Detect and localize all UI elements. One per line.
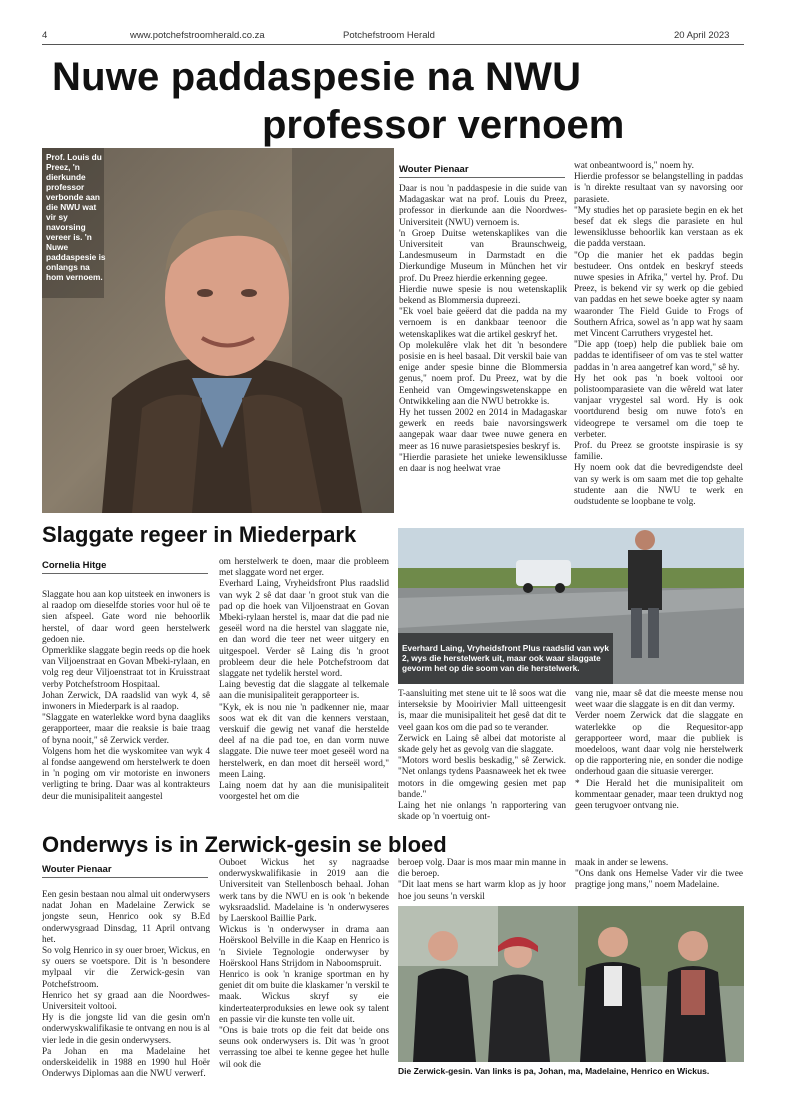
pothole-col3: T-aansluiting met stene uit te lê soos wat die interseksie by Mooirivier Mall uitteengesit is, maar die munisipaliteit het gesê dat dit te veel gaan kos om die pad so te verander. Zerwick en Laing sê albei dat motoriste al skade gely het as gevolg van die slaggate. "Motors word beslis beskadig," sê Zerwick. "Net onlangs tydens Paasnaweek het ek twee motors in die omgewing gesien met pap bande." Laing het nie onlangs 'n rapportering van skade op 'n voertuig ont-	[398, 689, 566, 823]
family-col4: maak in ander se lewens. "Ons dank ons Hemelse Vader vir die twee pragtige jong mans," noem Madelaine.	[575, 858, 743, 891]
byline-rule-potholes	[42, 573, 208, 574]
headline-family: Onderwys is in Zerwick-gesin se bloed	[42, 832, 447, 857]
website[interactable]: www.potchefstroomherald.co.za	[130, 30, 265, 41]
pothole-col2: om herstelwerk te doen, maar die probleem met slaggate word net erger. Everhard Laing, Vryheidsfront Plus raadslid van wyk 2 sê dat daar 'n groot stuk van die pad op die hoek van Viljoenstraat en Govan Mbeki-rylaan herstel is, maar dat die pad nie geseël word na die herstel van slaggate nie, en dan word die teer net weer uitgery en uitgespoel. Verder sê Laing dis 'n groot probleem deur die hele Potchefstroom dat slaggate net tydelik herstel word. Laing bevestig dat die slaggate al telkemale aan die munisipaliteit gerapporteer is. "Kyk, ek is nou nie 'n padkenner nie, maar soos wat ek dit van die kenners verstaan, verskuif die gewig net vanaf die herstelde deel af na die pad toe, en dan vorm nuwe slaggate. Die nuwe teer moet geseël word na herstelwerk, en dan moet dit herseël word," meen Laing. Laing noem dat hy aan die munisipaliteit voorgestel het om die	[219, 557, 389, 803]
headline-frog-line2: professor vernoem	[262, 103, 625, 147]
byline-frog: Wouter Pienaar	[399, 164, 469, 175]
byline-family: Wouter Pienaar	[42, 864, 112, 875]
page-number: 4	[42, 30, 48, 41]
pothole-photo-caption: Everhard Laing, Vryheidsfront Plus raadslid van wyk 2, wys die herstelwerk uit, maar ook waar slaggate gevorm het op die soom van die herstelwerk.	[402, 643, 610, 673]
family-photo	[398, 906, 744, 1062]
frog-article-col2: wat onbeantwoord is," noem hy. Hierdie professor se belangstelling in paddas is 'n direkte resultaat van sy navorsing oor parasiete. "My studies het op parasiete begin en ek het besef dat ek slegs die parasiete en hul lewensiklusse behoorlik kan verstaan as ek die padda verstaan. "Op die manier het ek paddas begin bestudeer. Ons ontdek en beskryf steeds nuwe spesies in Afrika," vertel hy. Prof. Du Preez, is bekend vir sy werk op die gebied van paddas en het sewe boeke agter sy naam waaronder The Field Guide to Frogs of Southern Africa, sowel as 'n app wat hy saam met Vincent Carruthers vrygestel het. "Die app (toep) help die publiek baie om paddas te identifiseer of om vas te stel watter paddas in 'n area aangetref kan word," sê hy. Hy het ook pas 'n boek voltooi oor polistoomparasiete van die wêreld wat later vanjaar vrygestel sal word. Hy is ook voortdurend besig om nuwe foto's en videogrepe te versamel om die toep te verbeter. Prof. du Preez se grootste inspirasie is sy familie. Hy noem ook dat die bevredigendste deel van sy werk is om saam met die top gehalte studente aan die NWU te werk en oudstudente se loopbane te volg.	[574, 161, 743, 508]
family-col2: Ouboet Wickus het sy nagraadse onderwyskwalifikasie in 2019 aan die Universiteit van Stellenbosch behaal. Johan werk tans by die NWU en is ook 'n bekende wyksraadslid. Madelaine is 'n onderwyseres by Laerskool Baillie Park. Wickus is 'n onderwyser in drama aan Hoërskool Belville in die Kaap en Henrico is 'n Siviele Tegnologie onderwyser by Hoërskool Hans Strijdom in Naboomspruit. Henrico is ook 'n kranige sportman en hy geniet dit om buite die klaskamer 'n verskil te maak. Wickus skryf sy eie kinderteaterproduksies en lewe ook sy talent en passie vir die kunste ten volle uit. "Ons is baie trots op die feit dat beide ons seuns ook onderwysers is. Dit was 'n groot verrassing toe albei te kenne gegee het hulle wil ook die	[219, 858, 389, 1070]
family-col1: Een gesin bestaan nou almal uit onderwysers nadat Johan en Madelaine Zerwick se jongste seun, Henrico ook sy B.Ed onderwysgraad Dinsdag, 11 April ontvang het. So volg Henrico in sy ouer broer, Wickus, en sy ouers se voetspore. Dit is 'n besondere mylpaal vir die Zerwick-gesin van Potchefstroom. Henrico het sy graad aan die Noordwes-Universiteit voltooi. Hy is die jongste lid van die gesin om'n onderwyskwalifikasie te ontvang en nou is al vier lede in die gesin onderwysers. Pa Johan en ma Madelaine het onderskeidelik in 1988 en 1990 hul Hoër Onderwys Diplomas aan die NWU verwerf.	[42, 890, 210, 1080]
professor-photo-caption: Prof. Louis du Preez, 'n dierkunde professor verbonde aan die NWU wat vir sy navorsing vereer is. 'n Nuwe paddaspesie is onlangs na hom vernoem.	[46, 152, 106, 282]
frog-article-col1: Daar is nou 'n paddaspesie in die suide van Madagaskar wat na prof. Louis du Preez, professor in dierkunde aan die Noordwes-Universiteit (NWU) vernoem is. 'n Groep Duitse wetenskaplikes van die Universiteit van Braunschweig, Landesmuseum in Darmstadt en die Dierkundige Museum in München het vir prof. Du Preez hierdie erkenning gegee. Hierdie nuwe spesie is nou wetenskaplik bekend as Blommersia dupreezi. "Ek voel baie geëerd dat die padda na my vernoem is en dankbaar teenoor die wetenskaplikes wat die artikel geskryf het. Op molekulêre vlak het dit 'n besondere posisie en is heel basaal. Dit verskil baie van enige ander spesie binne die Blommersia genus," noem prof. Du Preez, wat by die Eenheid van Omgewingswetenskappe en Ontwikkeling aan die NWU betrokke is. Hy het tussen 2002 en 2014 in Madagaskar gewerk en reeds baie navorsingswerk aangepak waar daar twee nuwe genera en meer as 16 nuwe parasietspesies beskryf is. "Hierdie parasiete het unieke lewensiklusse en daar is nog heelwat vrae	[399, 184, 567, 475]
pothole-col1: Slaggate hou aan kop uitsteek en inwoners is al raadop om dieselfde stories voor hul oë te sien afspeel. Gate word nie behoorlik herstel, of daar word geen herstelwerk gedoen nie. Opmerklike slaggate begin reeds op die hoek van Viljoenstraat en Govan Mbeki-rylaan, en volg reg deur Viljoenstraat tot in Kruisstraat verby Potchefstroom Hospitaal. Johan Zerwick, DA raadslid van wyk 4, sê inwoners in Miederpark is al raadop. "Slaggate en waterlekke word byna daagliks gerapporteer, maar die reaksie is baie traag of byna nooit," sê Zerwick verder. Volgens hom het die wyskomitee van wyk 4 al fondse aangewend om herstelwerk te doen in 'n poging om vir motoriste en inwoners verligting te bring. Daar was al kontrakteurs deur die munisipaliteit aangestel	[42, 590, 210, 802]
byline-rule	[399, 177, 565, 178]
paper-name: Potchefstroom Herald	[343, 30, 435, 41]
headline-frog: Nuwe paddaspesie na NWU	[52, 55, 582, 99]
byline-rule-family	[42, 877, 208, 878]
header-rule	[42, 44, 744, 45]
issue-date: 20 April 2023	[674, 30, 730, 41]
family-col3: beroep volg. Daar is mos maar min manne in die beroep. "Dit laat mens se hart warm klop as jy hoor hoe jou seuns 'n verskil	[398, 858, 566, 902]
family-photo-caption: Die Zerwick-gesin. Van links is pa, Johan, ma, Madelaine, Henrico en Wickus.	[398, 1066, 710, 1076]
pothole-col4: vang nie, maar sê dat die meeste mense nou weet waar die slaggate is en dit dan vermy. Verder noem Zerwick dat die slaggate en waterlekke op die Requesitor-app gerapporteer word, maar die publiek is moedeloos, want daar volg nie herstelwerk op die rapportering nie, en sonder die nodige onderhoud gaan die situasie vererger. * Die Herald het die munisipaliteit om kommentaar genader, maar teen druktyd nog geen terugvoer ontvang nie.	[575, 689, 743, 812]
byline-potholes: Cornelia Hitge	[42, 560, 107, 571]
headline-potholes: Slaggate regeer in Miederpark	[42, 522, 357, 547]
